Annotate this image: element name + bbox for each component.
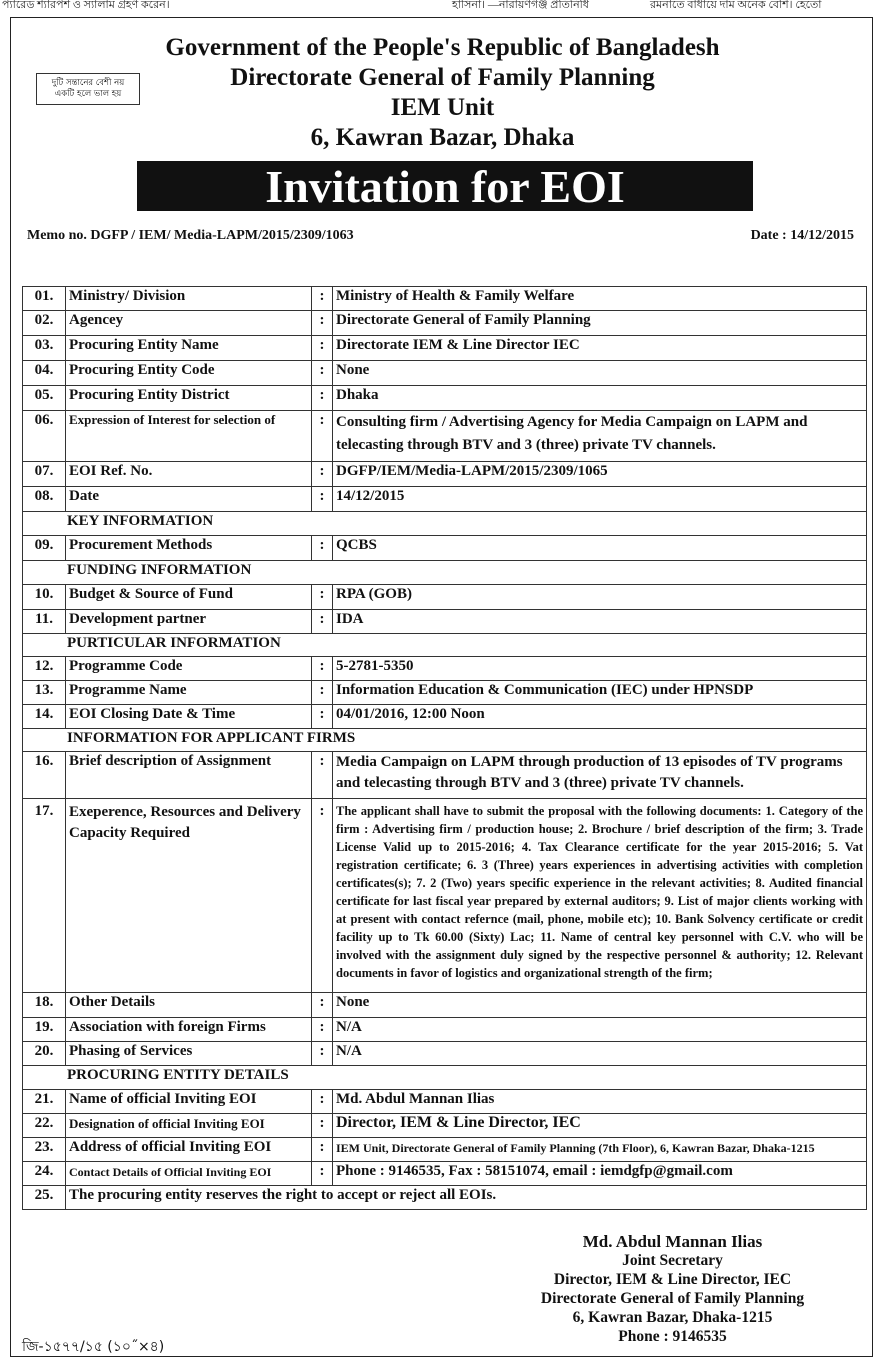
table-row <box>23 799 867 993</box>
row-label: Other Details <box>66 993 312 1018</box>
row-colon: : <box>312 993 333 1018</box>
table-row <box>23 462 867 487</box>
row-number: 22. <box>23 1114 66 1138</box>
row-value: RPA (GOB) <box>333 585 867 610</box>
slogan-line-1: দুটি সন্তানের বেশী নয় <box>51 78 125 88</box>
row-number: 10. <box>23 585 66 610</box>
signature-block <box>480 1232 865 1346</box>
table-row <box>23 1138 867 1162</box>
row-number: 04. <box>23 361 66 386</box>
row-value: None <box>333 993 867 1018</box>
table-row <box>23 585 867 610</box>
row-colon: : <box>312 657 333 681</box>
row-label: Expression of Interest for selection of <box>66 411 312 462</box>
table-row <box>23 681 867 705</box>
table-row <box>23 1018 867 1042</box>
row-number: 19. <box>23 1018 66 1042</box>
section-heading-particular: PURTICULAR INFORMATION <box>23 634 867 657</box>
row-colon: : <box>312 487 333 512</box>
row-colon: : <box>312 287 333 311</box>
notice-date: Date : 14/12/2015 <box>750 228 854 243</box>
signatory-title-3: Directorate General of Family Planning <box>540 1290 805 1307</box>
row-number: 06. <box>23 411 66 462</box>
row-number: 05. <box>23 386 66 411</box>
section-heading-procuring: PROCURING ENTITY DETAILS <box>23 1066 867 1090</box>
signatory-name: Md. Abdul Mannan Ilias <box>582 1232 763 1251</box>
row-number: 14. <box>23 705 66 729</box>
row-number: 09. <box>23 536 66 561</box>
row-label: Ministry/ Division <box>66 287 312 311</box>
row-label: Association with foreign Firms <box>66 1018 312 1042</box>
signatory-address: 6, Kawran Bazar, Dhaka-1215 <box>572 1309 773 1326</box>
signatory-title-2: Director, IEM & Line Director, IEC <box>553 1271 792 1288</box>
row-value: IDA <box>333 610 867 634</box>
table-row <box>23 1042 867 1066</box>
strip-text-left: প্যারেড শ্যারপশ ও স্যালাম গ্রহণ করেন। <box>2 0 170 11</box>
row-label: Programme Code <box>66 657 312 681</box>
slogan-line-2: একটি হলে ভাল হয় <box>54 89 122 99</box>
header-unit: IEM Unit <box>390 94 495 121</box>
row-value: 14/12/2015 <box>333 487 867 512</box>
row-value: 04/01/2016, 12:00 Noon <box>333 705 867 729</box>
row-colon: : <box>312 1090 333 1114</box>
footer-ad-code: জি-১৫৭৭/১৫ (১০˝×৪) <box>22 1339 165 1355</box>
section-heading-row <box>23 1066 867 1090</box>
row-colon: : <box>312 311 333 336</box>
table-row <box>23 411 867 462</box>
row-number: 03. <box>23 336 66 361</box>
eoi-details-table <box>22 286 867 1210</box>
row-label: EOI Ref. No. <box>66 462 312 487</box>
table-row <box>23 610 867 634</box>
row-value: IEM Unit, Directorate General of Family Planning (7th Floor), 6, Kawran Bazar, Dhaka-1215 <box>333 1138 867 1162</box>
row-colon: : <box>312 1114 333 1138</box>
table-row <box>23 993 867 1018</box>
row-value: QCBS <box>333 536 867 561</box>
table-row <box>23 336 867 361</box>
row-label: Procurement Methods <box>66 536 312 561</box>
row-label: Exeperence, Resources and Delivery Capacity Required <box>66 799 312 993</box>
row-number: 25. <box>23 1186 66 1210</box>
row-label: Name of official Inviting EOI <box>66 1090 312 1114</box>
row-label: Brief description of Assignment <box>66 752 312 799</box>
newspaper-top-strip <box>0 0 885 14</box>
table-row <box>23 705 867 729</box>
row-number: 17. <box>23 799 66 993</box>
strip-text-right: রমনাতে বাধায়ে দাম অনেক বেশি। হেতো <box>650 0 822 11</box>
row-number: 01. <box>23 287 66 311</box>
row-number: 08. <box>23 487 66 512</box>
header-government: Government of the People's Republic of Bangladesh <box>165 34 720 61</box>
row-number: 23. <box>23 1138 66 1162</box>
section-heading-key: KEY INFORMATION <box>23 512 867 536</box>
row-value: None <box>333 361 867 386</box>
row-value: Director, IEM & Line Director, IEC <box>333 1114 867 1138</box>
row-value: Media Campaign on LAPM through production of 13 episodes of TV programs and telecasting through BTV and 3 (three) private TV channels. <box>333 752 867 799</box>
row-colon: : <box>312 1162 333 1186</box>
table-row <box>23 752 867 799</box>
row-text-full: The procuring entity reserves the right to accept or reject all EOIs. <box>66 1186 867 1210</box>
row-colon: : <box>312 705 333 729</box>
row-value: 5-2781-5350 <box>333 657 867 681</box>
row-value: DGFP/IEM/Media-LAPM/2015/2309/1065 <box>333 462 867 487</box>
row-number: 11. <box>23 610 66 634</box>
row-colon: : <box>312 1042 333 1066</box>
section-heading-row <box>23 512 867 536</box>
row-colon: : <box>312 462 333 487</box>
row-label: Budget & Source of Fund <box>66 585 312 610</box>
row-number: 21. <box>23 1090 66 1114</box>
row-colon: : <box>312 361 333 386</box>
table-row <box>23 657 867 681</box>
row-label: Programme Name <box>66 681 312 705</box>
row-label: Agencey <box>66 311 312 336</box>
table-row <box>23 1162 867 1186</box>
section-heading-row <box>23 634 867 657</box>
row-colon: : <box>312 411 333 462</box>
row-colon: : <box>312 336 333 361</box>
row-label: Phasing of Services <box>66 1042 312 1066</box>
table-row <box>23 487 867 512</box>
row-value: N/A <box>333 1042 867 1066</box>
row-value: Phone : 9146535, Fax : 58151074, email : iemdgfp@gmail.com <box>333 1162 867 1186</box>
row-label: EOI Closing Date & Time <box>66 705 312 729</box>
row-number: 18. <box>23 993 66 1018</box>
table-row <box>23 536 867 561</box>
row-value: The applicant shall have to submit the proposal with the following documents: 1. Category of the firm : Advertising firm / production house; 2. Brochure / brief description of the firm; 3. Trade License Valid up to 2015-2016; 4. Tax Clearance certificate for the year 2015-2016; 5. Vat registration certificate; 6. 3 (Three) years experiences in advertising activities with completion certificates(s); 7. 2 (Two) years specific experience in the relevant activities; 8. Audited financial certificate for last fiscal year prepared by external auditors; 9. List of major clients working with at present with contact refernce (mail, phone, mobile etc); 10. Bank Solvency certificate or credit facility up to Tk 60.00 (Sixty) Lac; 11. Name of central key personnel with C.V. who will be involved with the assignment duly signed by the respective personnel & authority; 12. Relevant documents in favor of logistics and organizational strength of the firm; <box>333 799 867 993</box>
page-title-banner: Invitation for EOI <box>137 161 753 211</box>
row-colon: : <box>312 585 333 610</box>
row-colon: : <box>312 536 333 561</box>
table-row <box>23 361 867 386</box>
row-number: 12. <box>23 657 66 681</box>
row-number: 02. <box>23 311 66 336</box>
row-label: Address of official Inviting EOI <box>66 1138 312 1162</box>
row-label: Procuring Entity District <box>66 386 312 411</box>
table-row <box>23 311 867 336</box>
row-value: Information Education & Communication (IEC) under HPNSDP <box>333 681 867 705</box>
row-number: 13. <box>23 681 66 705</box>
row-number: 24. <box>23 1162 66 1186</box>
section-heading-applicant: INFORMATION FOR APPLICANT FIRMS <box>23 729 867 752</box>
header-address: 6, Kawran Bazar, Dhaka <box>310 124 575 151</box>
row-value: Md. Abdul Mannan Ilias <box>333 1090 867 1114</box>
row-value: N/A <box>333 1018 867 1042</box>
signatory-phone: Phone : 9146535 <box>618 1328 727 1345</box>
table-row <box>23 1114 867 1138</box>
row-label: Procuring Entity Name <box>66 336 312 361</box>
row-colon: : <box>312 752 333 799</box>
table-row <box>23 386 867 411</box>
row-number: 16. <box>23 752 66 799</box>
row-colon: : <box>312 1018 333 1042</box>
header-directorate: Directorate General of Family Planning <box>230 64 655 91</box>
row-value: Directorate IEM & Line Director IEC <box>333 336 867 361</box>
row-value: Dhaka <box>333 386 867 411</box>
row-number: 20. <box>23 1042 66 1066</box>
row-colon: : <box>312 1138 333 1162</box>
row-colon: : <box>312 799 333 993</box>
row-number: 07. <box>23 462 66 487</box>
section-heading-row <box>23 729 867 752</box>
row-value: Consulting firm / Advertising Agency for Media Campaign on LAPM and telecasting through BTV and 3 (three) private TV channels. <box>333 411 867 462</box>
row-label: Contact Details of Official Inviting EOI <box>66 1162 312 1186</box>
table-row <box>23 1090 867 1114</box>
row-colon: : <box>312 386 333 411</box>
row-label: Date <box>66 487 312 512</box>
row-label: Designation of official Inviting EOI <box>66 1114 312 1138</box>
row-value: Directorate General of Family Planning <box>333 311 867 336</box>
row-label: Development partner <box>66 610 312 634</box>
row-colon: : <box>312 681 333 705</box>
strip-text-center: হাসিনা। —নারায়ণগঞ্জ প্রতিনিধি <box>452 0 589 11</box>
section-heading-funding: FUNDING INFORMATION <box>23 561 867 585</box>
signatory-title-1: Joint Secretary <box>622 1252 723 1269</box>
row-colon: : <box>312 610 333 634</box>
section-heading-row <box>23 561 867 585</box>
table-row <box>23 287 867 311</box>
table-row <box>23 1186 867 1210</box>
memo-number: Memo no. DGFP / IEM/ Media-LAPM/2015/2309/1063 <box>27 228 354 243</box>
row-label: Procuring Entity Code <box>66 361 312 386</box>
row-value: Ministry of Health & Family Welfare <box>333 287 867 311</box>
